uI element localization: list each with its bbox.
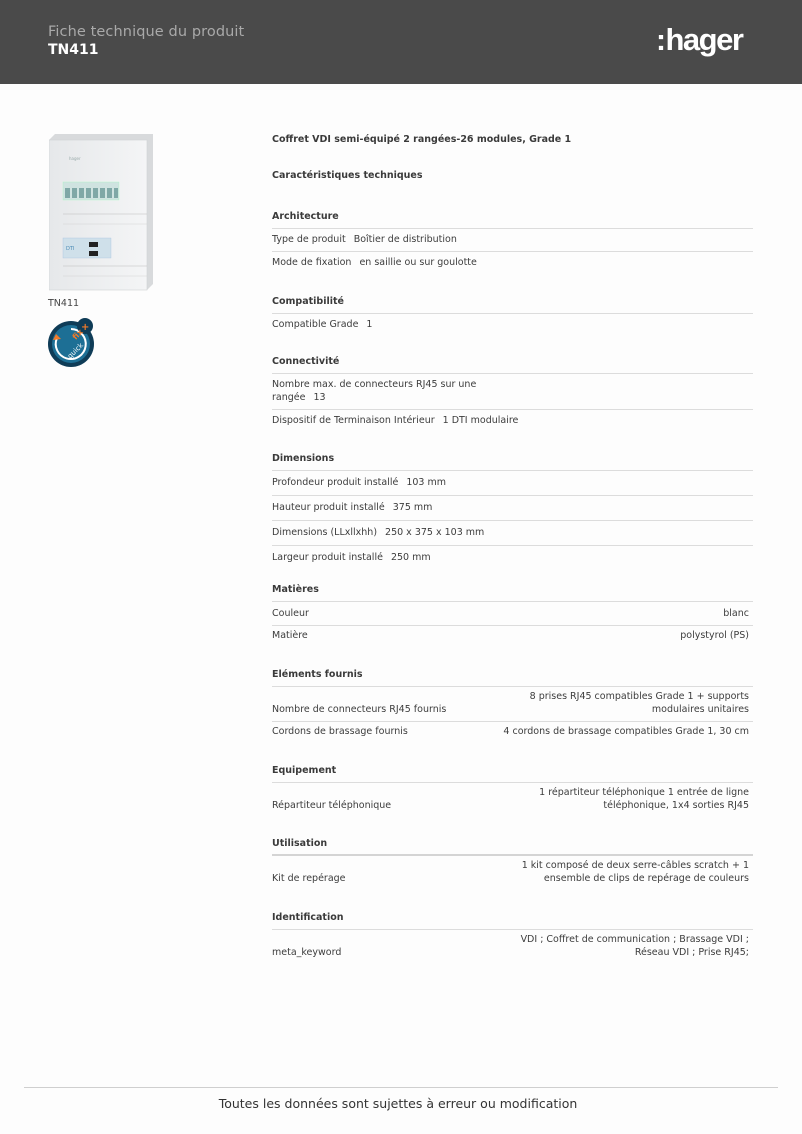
section-title: Dimensions xyxy=(272,453,753,471)
product-image xyxy=(49,132,153,292)
section-connectivite xyxy=(272,356,753,432)
svg-text:quick: quick xyxy=(66,341,85,361)
section-matieres xyxy=(272,584,753,647)
svg-text:DTI: DTI xyxy=(66,246,75,252)
spec-row: Dispositif de Terminaison Intérieur 1 DTI modulaire xyxy=(272,415,519,426)
header-reference: TN411 xyxy=(48,42,99,58)
spec-row: Mode de fixation en saillie ou sur goulotte xyxy=(272,257,477,268)
spec-row: Hauteur produit installé 375 mm xyxy=(272,496,753,521)
page-header xyxy=(0,0,802,84)
section-dimensions xyxy=(272,453,753,570)
spec-row: Type de produit Boîtier de distribution xyxy=(272,229,753,252)
spec-row: Largeur produit installé 250 mm xyxy=(272,552,431,563)
section-compatibilite xyxy=(272,296,753,336)
product-title: Coffret VDI semi-équipé 2 rangées-26 modules, Grade 1 xyxy=(272,134,572,145)
spec-row: Couleur blanc xyxy=(272,602,753,626)
section-title: Eléments fournis xyxy=(272,669,753,687)
svg-text:hager: hager xyxy=(69,156,81,161)
section-architecture xyxy=(272,211,753,274)
section-title: Utilisation xyxy=(272,838,753,856)
footer-divider xyxy=(24,1087,778,1088)
svg-text:fix: fix xyxy=(70,327,85,342)
spec-row: Kit de repérage 1 kit composé de deux serre-câbles scratch + 1 ensemble de clips de repérage de couleurs xyxy=(272,860,749,884)
footer-disclaimer: Toutes les données sont sujettes à erreur ou modification xyxy=(218,1096,578,1111)
spec-row: Profondeur produit installé 103 mm xyxy=(272,471,753,496)
spec-row: Répartiteur téléphonique 1 répartiteur téléphonique 1 entrée de ligne téléphonique, 1x4 sorties RJ45 xyxy=(272,787,749,811)
section-title: Equipement xyxy=(272,765,753,783)
product-reference-label: TN411 xyxy=(48,298,80,309)
spec-row: Nombre de connecteurs RJ45 fournis 8 prises RJ45 compatibles Grade 1 + supports modulaires unitaires xyxy=(272,687,753,722)
svg-text:+: + xyxy=(81,322,90,333)
spec-row: meta_keyword VDI ; Coffret de communication ; Brassage VDI ; Réseau VDI ; Prise RJ45; xyxy=(272,934,749,958)
logo-colon: : xyxy=(656,24,665,57)
hager-logo xyxy=(656,22,742,59)
logo-text: hager xyxy=(665,22,743,57)
section-equipement xyxy=(272,765,753,817)
section-title: Connectivité xyxy=(272,356,753,374)
header-subtitle: Fiche technique du produit xyxy=(48,24,245,40)
section-elements-fournis xyxy=(272,669,753,743)
spec-row: Cordons de brassage fournis 4 cordons de brassage compatibles Grade 1, 30 cm xyxy=(272,726,749,737)
section-identification xyxy=(272,912,753,964)
section-utilisation xyxy=(272,838,753,890)
spec-row: Dimensions (LLxllxhh) 250 x 375 x 103 mm xyxy=(272,521,753,546)
section-title: Matières xyxy=(272,584,753,602)
spec-row: Compatible Grade 1 xyxy=(272,319,373,330)
quickfix-badge-icon xyxy=(47,316,97,368)
section-title: Identification xyxy=(272,912,753,930)
section-title: Compatibilité xyxy=(272,296,753,314)
spec-heading: Caractéristiques techniques xyxy=(272,170,423,181)
spec-row: Nombre max. de connecteurs RJ45 sur une rangée 13 xyxy=(272,374,753,410)
section-title: Architecture xyxy=(272,211,753,229)
spec-row: Matière polystyrol (PS) xyxy=(272,630,749,641)
